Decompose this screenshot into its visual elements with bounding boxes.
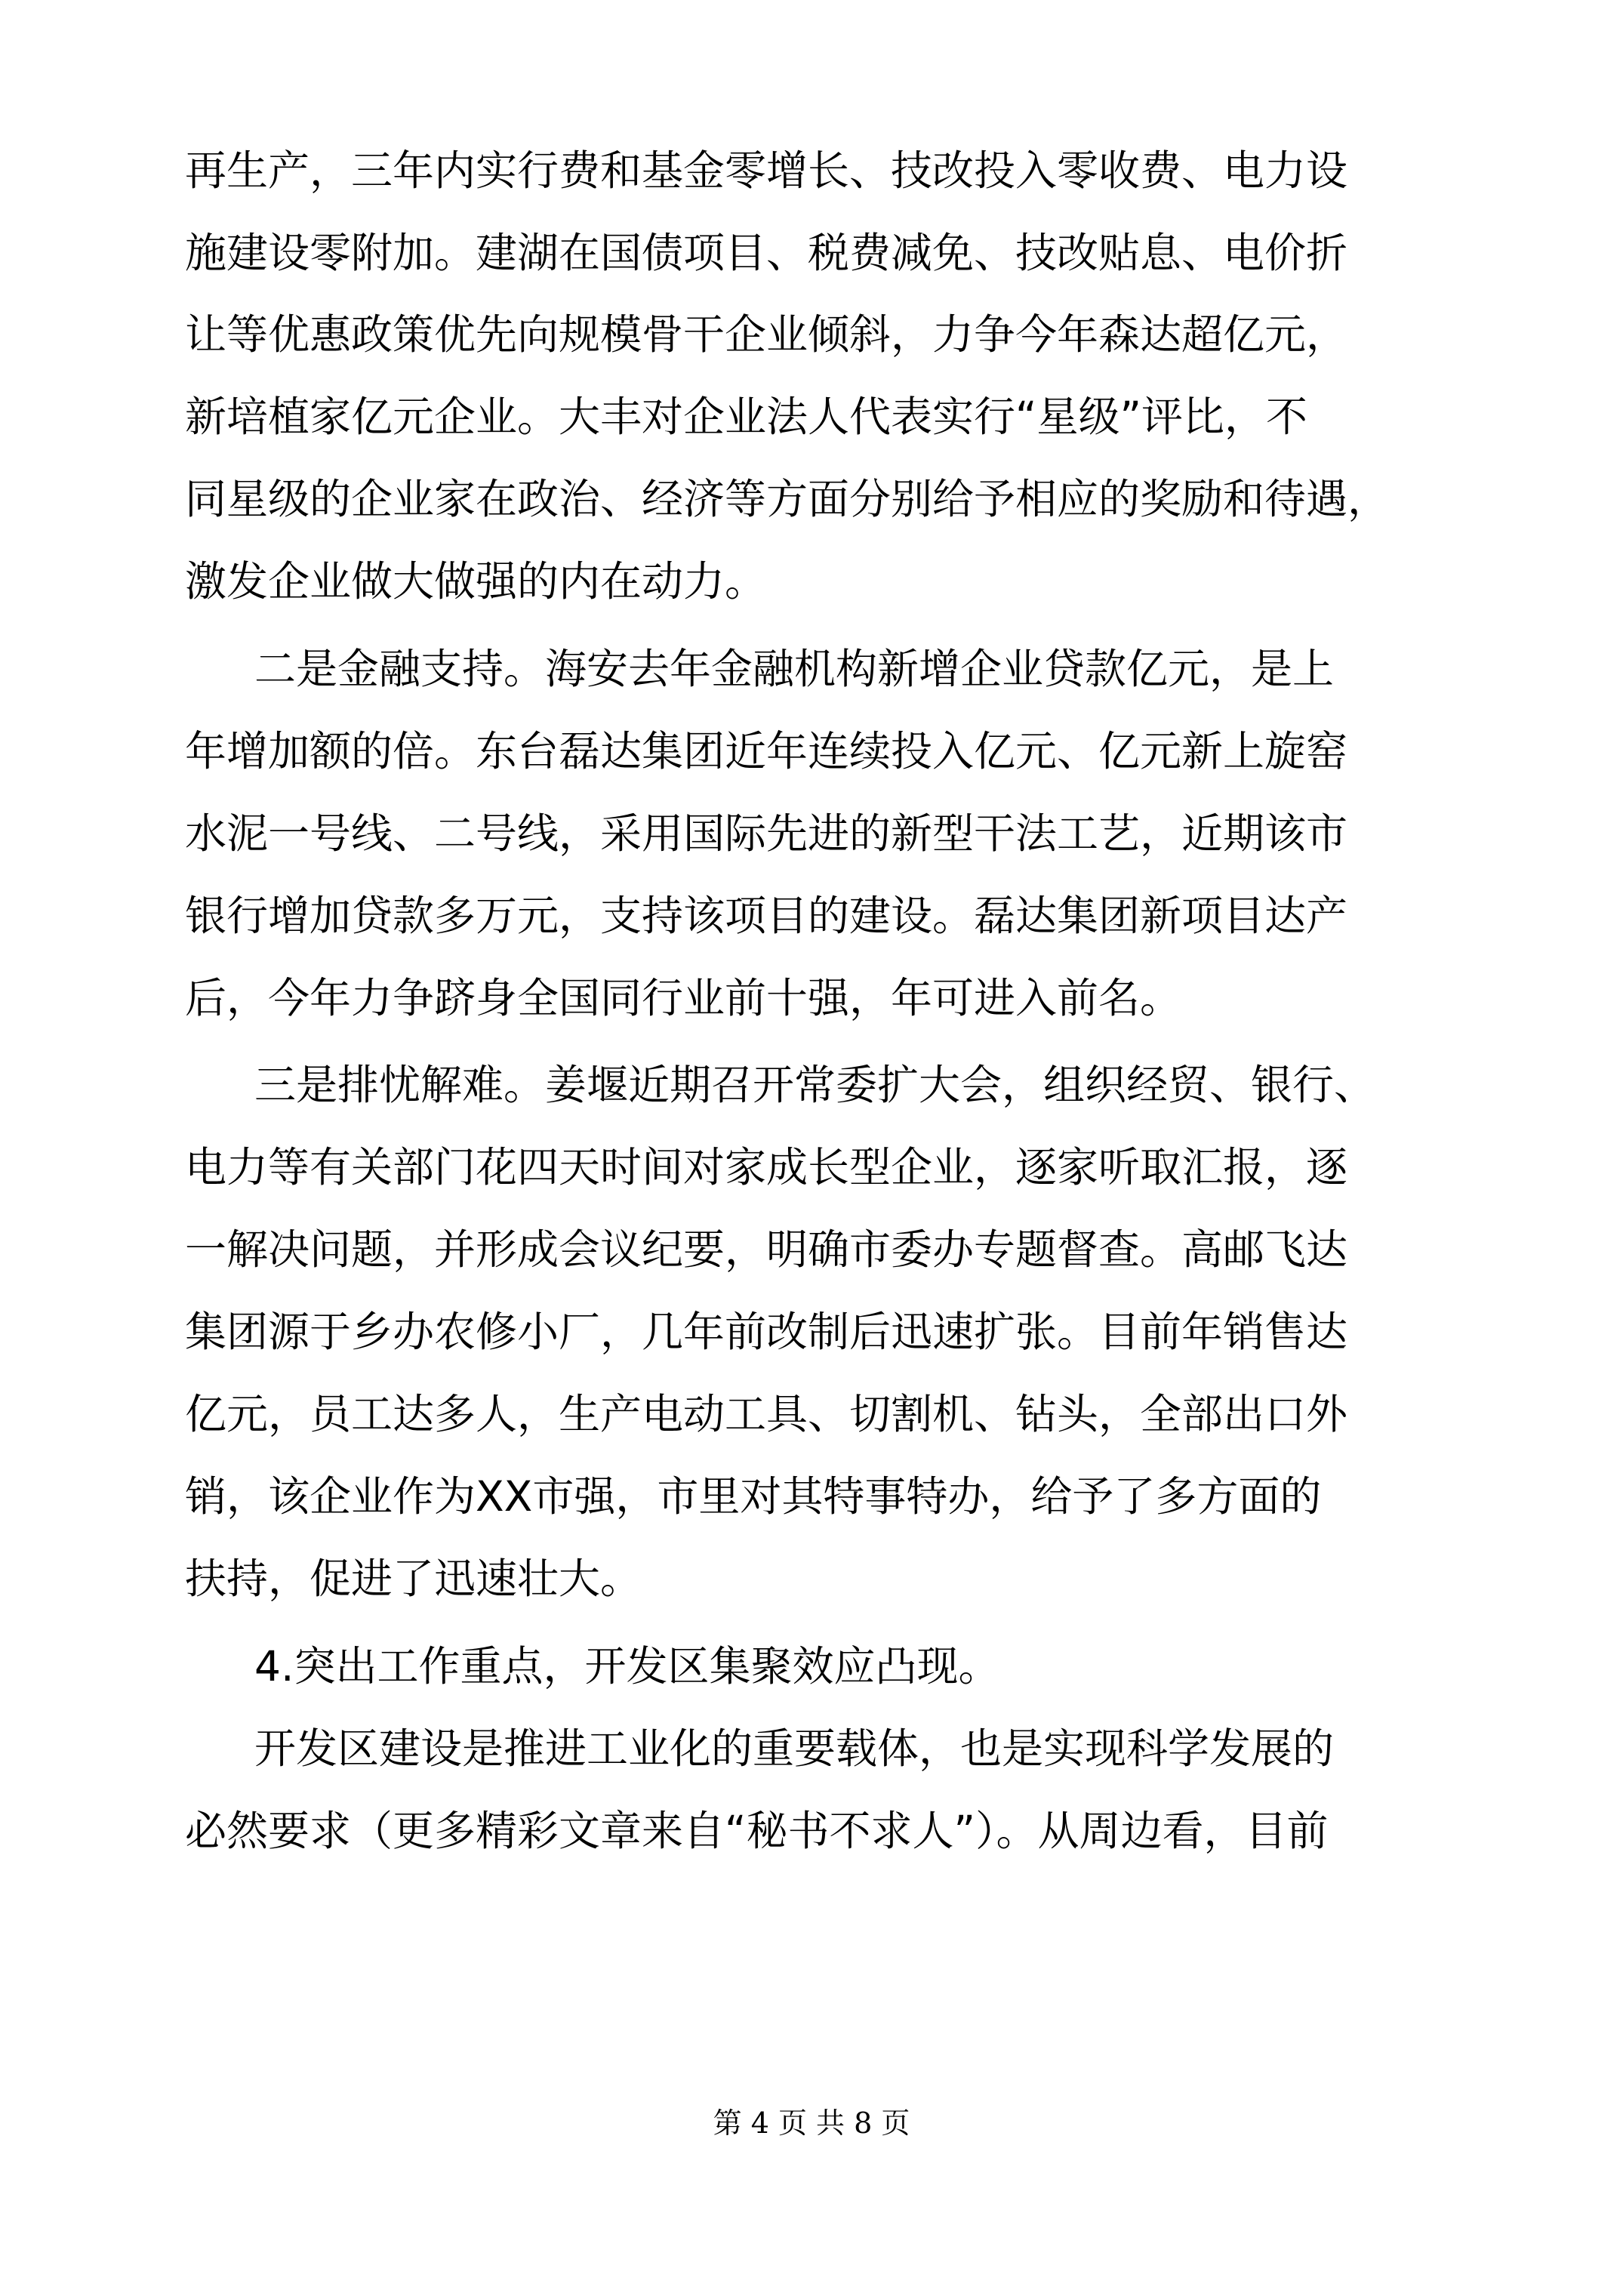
body-line-11: 后，今年力争跻身全国同行业前十强，年可进入前名。	[185, 974, 1182, 1022]
page-number-footer: 第 4 页 共 8 页	[713, 2106, 910, 2140]
body-line-14: 一解决问题，并形成会议纪要，明确市委办专题督查。高邮飞达	[185, 1225, 1348, 1274]
body-line-3: 让等优惠政策优先向规模骨干企业倾斜，力争今年森达超亿元，	[185, 310, 1348, 359]
body-line-1: 再生产，三年内实行费和基金零增长、技改投入零收费、电力设	[185, 146, 1348, 195]
body-line-9: 水泥一号线、二号线，采用国际先进的新型干法工艺，近期该市	[185, 809, 1348, 858]
body-line-10: 银行增加贷款多万元，支持该项目的建设。磊达集团新项目达产	[185, 892, 1348, 940]
body-line-7: 二是金融支持。海安去年金融机构新增企业贷款亿元，是上	[254, 645, 1335, 693]
body-line-17: 销，该企业作为XX市强，市里对其特事特办，给予了多方面的	[185, 1472, 1322, 1521]
body-line-13: 电力等有关部门花四天时间对家成长型企业，逐家听取汇报，逐	[185, 1143, 1348, 1191]
body-line-16: 亿元，员工达多人，生产电动工具、切割机、钻头，全部出口外	[185, 1390, 1348, 1438]
body-line-18: 扶持，促进了迅速壮大。	[185, 1555, 642, 1603]
body-line-15: 集团源于乡办农修小厂，几年前改制后迅速扩张。目前年销售达	[185, 1308, 1348, 1356]
section-heading: 4.突出工作重点，开发区集聚效应凸现。	[254, 1642, 1000, 1690]
body-line-2: 施建设零附加。建湖在国债项目、税费减免、技改贴息、电价折	[185, 229, 1348, 277]
body-line-12: 三是排忧解难。姜堰近期召开常委扩大会，组织经贸、银行、	[254, 1061, 1376, 1109]
body-line-5: 同星级的企业家在政治、经济等方面分别给予相应的奖励和待遇，	[185, 475, 1390, 523]
body-line-8: 年增加额的倍。东台磊达集团近年连续投入亿元、亿元新上旋窑	[185, 727, 1348, 775]
body-line-21: 必然要求（更多精彩文章来自“秘书不求人”）。从周边看，目前	[185, 1807, 1329, 1855]
body-line-6: 激发企业做大做强的内在动力。	[185, 557, 767, 606]
body-line-20: 开发区建设是推进工业化的重要载体，也是实现科学发展的	[254, 1724, 1335, 1773]
body-line-4: 新培植家亿元企业。大丰对企业法人代表实行“星级”评比，不	[185, 393, 1307, 441]
